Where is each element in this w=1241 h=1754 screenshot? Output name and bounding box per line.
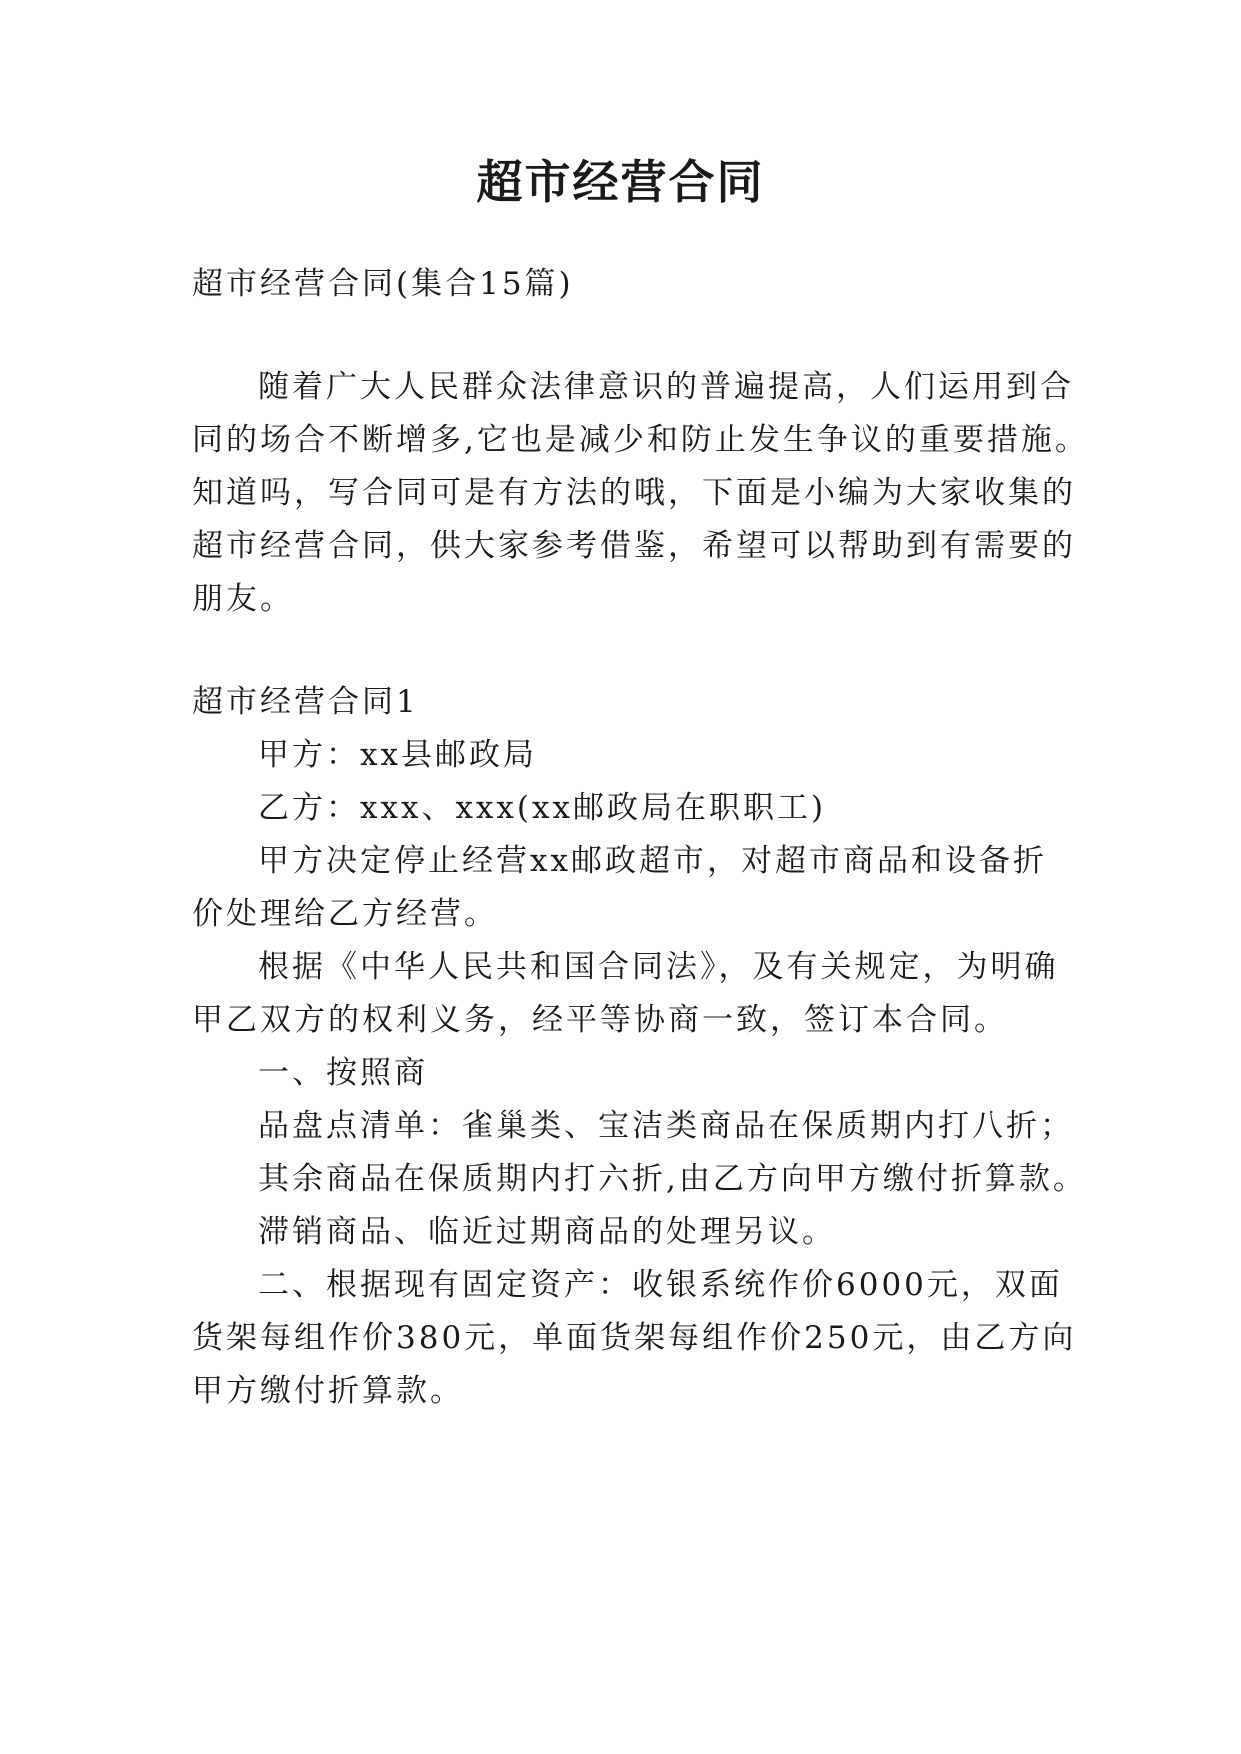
clause1-title: 一、按照商 xyxy=(258,1055,428,1091)
intro-line-4: 超市经营合同，供大家参考借鉴，希望可以帮助到有需要的 xyxy=(192,528,1076,564)
party-b: 乙方：xxx、xxx(xx邮政局在职职工) xyxy=(258,790,827,826)
section-heading: 超市经营合同1 xyxy=(192,684,419,720)
clause1-line-3: 滞销商品、临近过期商品的处理另议。 xyxy=(258,1214,836,1250)
clause2-line-1: 二、根据现有固定资产：收银系统作价6000元，双面 xyxy=(258,1267,1063,1303)
clause2-line-3: 甲方缴付折算款。 xyxy=(192,1373,464,1409)
document-subtitle: 超市经营合同(集合15篇) xyxy=(192,266,574,302)
clause2-line-2: 货架每组作价380元，单面货架每组作价250元，由乙方向 xyxy=(192,1320,1077,1356)
party-a: 甲方：xx县邮政局 xyxy=(258,737,537,773)
intro-line-5: 朋友。 xyxy=(192,581,294,617)
intro-line-1: 随着广大人民群众法律意识的普遍提高，人们运用到合 xyxy=(258,369,1074,405)
para1-line-2: 价处理给乙方经营。 xyxy=(192,896,498,932)
para1-line-1: 甲方决定停止经营xx邮政超市，对超市商品和设备折 xyxy=(258,843,1047,879)
intro-line-2: 同的场合不断增多,它也是减少和防止发生争议的重要措施。 xyxy=(192,422,1089,458)
para2-line-2: 甲乙双方的权利义务，经平等协商一致，签订本合同。 xyxy=(192,1002,1008,1038)
intro-line-3: 知道吗，写合同可是有方法的哦，下面是小编为大家收集的 xyxy=(192,475,1076,511)
clause1-line-2: 其余商品在保质期内打六折,由乙方向甲方缴付折算款。 xyxy=(258,1161,1087,1197)
para2-line-1: 根据《中华人民共和国合同法》，及有关规定，为明确 xyxy=(258,949,1059,985)
clause1-line-1: 品盘点清单：雀巢类、宝洁类商品在保质期内打八折； xyxy=(258,1108,1074,1144)
document-title: 超市经营合同 xyxy=(476,155,765,209)
